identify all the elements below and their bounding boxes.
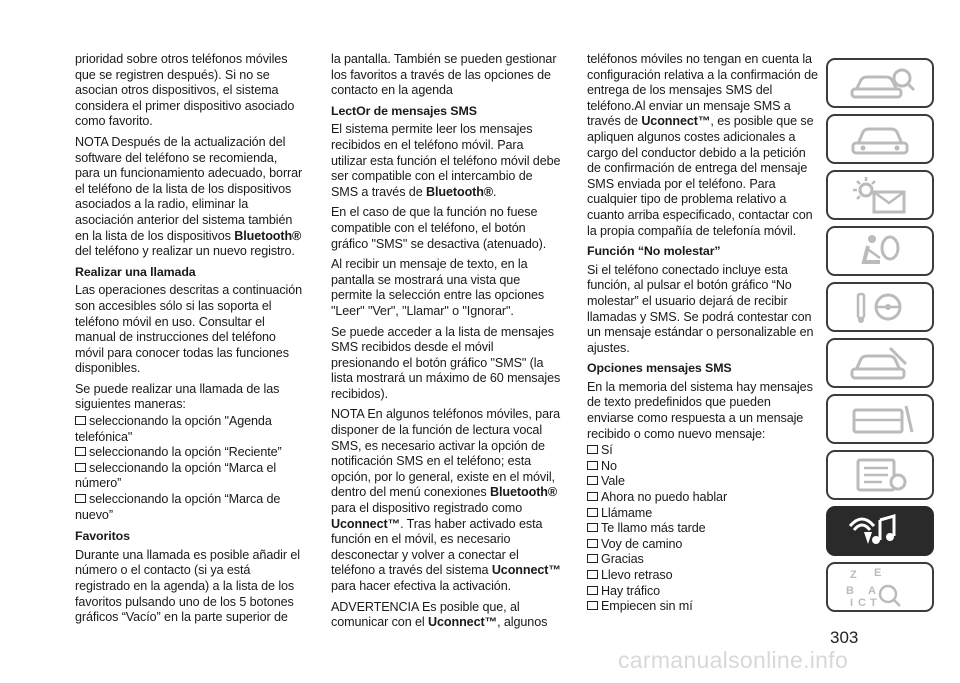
text-column-3 (587, 52, 819, 615)
paragraph: Si el teléfono conectado incluye esta función, al pulsar el botón gráfico “No molestar” el usuario dejará de recibir llamadas y SMS. Se podrá contestar con un mensaje estándar o personalizable en ajustes. (587, 262, 814, 355)
index-letter: A (868, 585, 876, 597)
list-item: Llámame (587, 506, 819, 522)
warning-paragraph: ADVERTENCIA Es posible que, al comunicar con el Uconnect™, algunos (331, 599, 548, 630)
index-letter: I (850, 597, 854, 609)
note-paragraph: NOTA En algunos teléfonos móviles, para disponer de la función de lectura vocal SMS, es necesario activar la opción de notificación SMS en el teléfono; esta opción, por lo general, existe en el móvil, dentro del menú conexiones Bluetooth® para el dispositivo registrado como Uconnect™. Tras haber activado esta función en el móvil, es necesario desconectar y volver a conectar el teléfono a través del sistema Uconnect™ para hacer efectiva la activación. (331, 407, 561, 593)
section-heading: LectOr de mensajes SMS (331, 103, 477, 118)
note-paragraph: NOTA Después de la actualización del software del teléfono se recomienda, para un funcionamiento adecuado, borrar el teléfono de la lista de los dispositivos asociados a la radio, eliminar la asociación anterior del sistema también en la lista de los dispositivos Bluetooth® del teléfono y realizar un nuevo registro. (75, 134, 303, 259)
chapter-tab-emergency[interactable] (826, 338, 934, 388)
tools-kit-icon (828, 396, 932, 442)
index-letter: E (874, 567, 882, 579)
car-service-wrench-icon (828, 340, 932, 386)
chapter-tab-getting-to-know[interactable] (826, 58, 934, 108)
list-item: Llevo retraso (587, 568, 819, 584)
list-item: Ahora no puedo hablar (587, 490, 819, 506)
multimedia-nav-music-icon (828, 508, 932, 554)
list-item: Vale (587, 474, 819, 490)
page-number: 303 (830, 628, 859, 647)
checkbox-bullet-icon (587, 476, 598, 485)
section-heading: Favoritos (75, 529, 130, 544)
paragraph: Al recibir un mensaje de texto, en la pantalla se mostrará una vista que permite la selección entre las opciones "Leer" "Ver", "Llamar" o "Ignorar". (331, 257, 545, 318)
checkbox-bullet-icon (587, 461, 598, 470)
steering-wheel-icon (828, 284, 932, 330)
checkbox-bullet-icon (75, 416, 86, 425)
list-item: seleccionando la opción "Agenda telefónica" (75, 414, 272, 444)
chapter-tab-starting-driving[interactable] (826, 282, 934, 332)
checkbox-bullet-icon (75, 447, 86, 456)
paragraph: Durante una llamada es posible añadir el número o el contacto (si ya está registrado en la agenda) a la lista de los favoritos pulsando uno de los 5 botones gráficos “Vacío” en la parte superior de (75, 547, 300, 625)
list-item: seleccionando la opción “Marca de nuevo” (75, 492, 281, 522)
index-letter: B (846, 585, 854, 597)
chapter-tab-dashboard[interactable] (826, 114, 934, 164)
paragraph: Las operaciones descritas a continuación son accesibles sólo si las soporta el teléfono móvil en uso. Consultar el manual de instrucciones del teléfono móvil para conocer todas las funciones disponibles. (75, 283, 303, 376)
maintenance-list-icon (828, 452, 932, 498)
list-item: Te llamo más tarde (587, 521, 819, 537)
car-dashboard-icon (828, 116, 932, 162)
list-item: Gracias (587, 552, 819, 568)
index-letter: Z (850, 569, 857, 581)
watermark: carmanualsonline.info (618, 647, 849, 673)
index-letter: T (870, 597, 877, 609)
paragraph: Se puede realizar una llamada de las siguientes maneras: (75, 381, 280, 412)
list-item: seleccionando la opción “Marca el número” (75, 460, 277, 491)
checkbox-bullet-icon (75, 463, 86, 472)
checkbox-bullet-icon (587, 445, 598, 454)
checkbox-bullet-icon (587, 523, 598, 532)
paragraph: En el caso de que la función no fuese compatible con el teléfono, el botón gráfico "SMS" se desactiva (atenuado). (331, 205, 547, 251)
paragraph: prioridad sobre otros teléfonos móviles que se registren después). Si no se asocian otros dispositivos, el sistema considera el primer dispositivo asociado como favorito. (75, 52, 295, 129)
sms-messages-list (587, 443, 819, 615)
section-heading: Opciones mensajes SMS (587, 361, 732, 376)
list-item: Hay tráfico (587, 584, 819, 600)
chapter-tab-servicing-care[interactable] (826, 394, 934, 444)
list-item: No (587, 459, 819, 475)
chapter-tab-warning-lights[interactable] (826, 170, 934, 220)
paragraph: En la memoria del sistema hay mensajes de texto predefinidos que pueden enviarse como respuesta a un mensaje recibido o como nuevo mensaje: (587, 379, 813, 441)
checkbox-bullet-icon (587, 492, 598, 501)
chapter-tab-technical-specs[interactable] (826, 450, 934, 500)
chapter-tab-multimedia[interactable] (826, 506, 934, 556)
airbag-seatbelt-icon (828, 228, 932, 274)
checkbox-bullet-icon (75, 494, 86, 503)
section-heading: Realizar una llamada (75, 264, 196, 279)
checkbox-bullet-icon (587, 508, 598, 517)
paragraph: El sistema permite leer los mensajes recibidos en el teléfono móvil. Para utilizar esta función el teléfono móvil debe ser compatible con el intercambio de SMS a través de Bluetooth®. (331, 122, 561, 199)
list-item: Voy de camino (587, 537, 819, 553)
text-column-2 (331, 52, 561, 636)
warning-light-message-icon (828, 172, 932, 218)
alphabetical-index-icon (828, 564, 932, 610)
index-letter: C (858, 597, 866, 609)
paragraph: la pantalla. También se pueden gestionar los favoritos a través de las opciones de contacto en la agenda (331, 52, 557, 98)
chapter-tab-safety[interactable] (826, 226, 934, 276)
checkbox-bullet-icon (587, 586, 598, 595)
list-item: Sí (587, 443, 819, 459)
chapter-tab-index[interactable] (826, 562, 934, 612)
checkbox-bullet-icon (587, 539, 598, 548)
paragraph: Se puede acceder a la lista de mensajes SMS recibidos desde el móvil presionando el botón gráfico "SMS" (la lista mostrará un máximo de 60 mensajes recibidos). (331, 324, 561, 401)
list-item: Empiecen sin mí (587, 599, 819, 615)
car-search-icon (828, 60, 932, 106)
list-item: seleccionando la opción “Reciente” (75, 445, 305, 461)
paragraph: teléfonos móviles no tengan en cuenta la configuración relativa a la confirmación de entrega de los mensajes SMS del teléfono.Al enviar un mensaje SMS a través de Uconnect™, es posible que se apliquen algunos costes adicionales a cargo del conductor debido a la petición de confirmación de entrega del mensaje SMS enviada por el teléfono. Para cualquier tipo de problema relativo a cuanto arriba especificado, contactar con la propia compañía de telefonía móvil. (587, 52, 818, 238)
checkbox-bullet-icon (587, 570, 598, 579)
checkbox-bullet-icon (587, 554, 598, 563)
checkbox-bullet-icon (587, 601, 598, 610)
section-heading: Función “No molestar” (587, 244, 721, 259)
call-options-list (75, 414, 305, 523)
text-column-1 (75, 52, 305, 631)
